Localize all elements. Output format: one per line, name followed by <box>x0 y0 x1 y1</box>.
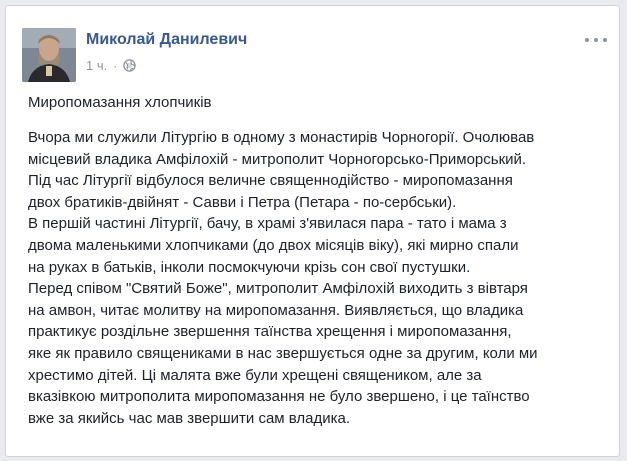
post-text-line: В першій частині Літургії, бачу, в храмі з'явилася пара - тато і мама з <box>28 215 507 233</box>
post-card <box>5 5 620 457</box>
post-title: Миропомазання хлопчиків <box>28 94 212 111</box>
more-dot <box>585 38 589 42</box>
post-text-line: Перед співом "Святий Боже", митрополит Амфілохій виходить з вівтаря <box>28 280 528 298</box>
post-text-line: Під час Літургії відбулося величне священнодійство - миропомазання <box>28 172 513 190</box>
post-text-line: двох братиків-двійнят - Савви і Петра (Петара - по-сербськи). <box>28 193 457 211</box>
post-text-line: яке як правило священиками в нас звершується одне за другим, коли ми <box>28 344 538 362</box>
post-text-line: практикує роздільне звершення таїнства хрещення і миропомазання, <box>28 323 512 341</box>
post-text-line: вказівкою митрополита миропомазання не було звершено, і це таїнство <box>28 388 530 406</box>
avatar-image <box>22 28 76 82</box>
author-name[interactable]: Миколай Данилевич <box>86 31 248 48</box>
post-body <box>28 127 608 429</box>
avatar[interactable] <box>22 28 76 82</box>
post-timestamp[interactable]: 1 ч. <box>86 58 108 73</box>
more-dot <box>603 38 607 42</box>
meta-separator: · <box>113 58 118 73</box>
more-options-icon[interactable] <box>585 32 607 48</box>
globe-icon[interactable] <box>123 59 136 72</box>
post-text-line: на амвон, читає молитву на миропомазання. Виявляється, що владика <box>28 301 524 319</box>
post-meta <box>86 58 136 73</box>
post-text-line: Вчора ми служили Літургію в одному з монастирів Чорногорії. Очолював <box>28 129 535 146</box>
more-dot <box>594 38 598 42</box>
post-text-line: місцевий владика Амфілохій - митрополит Чорногорсько-Приморський. <box>28 150 527 168</box>
post-text-line: вже за якийсь час мав звершити сам владика. <box>28 409 351 427</box>
post-text-line: двома маленькими хлопчиками (до двох місяців віку), які мирно спали <box>28 236 519 254</box>
post-text-line: на руках в батьків, інколи посмокчуючи крізь сон свої пустушки. <box>28 258 471 276</box>
post-header <box>22 28 607 82</box>
post-text-line: хрестимо дітей. Ці малята вже були хрещені священиком, але за <box>28 366 482 384</box>
